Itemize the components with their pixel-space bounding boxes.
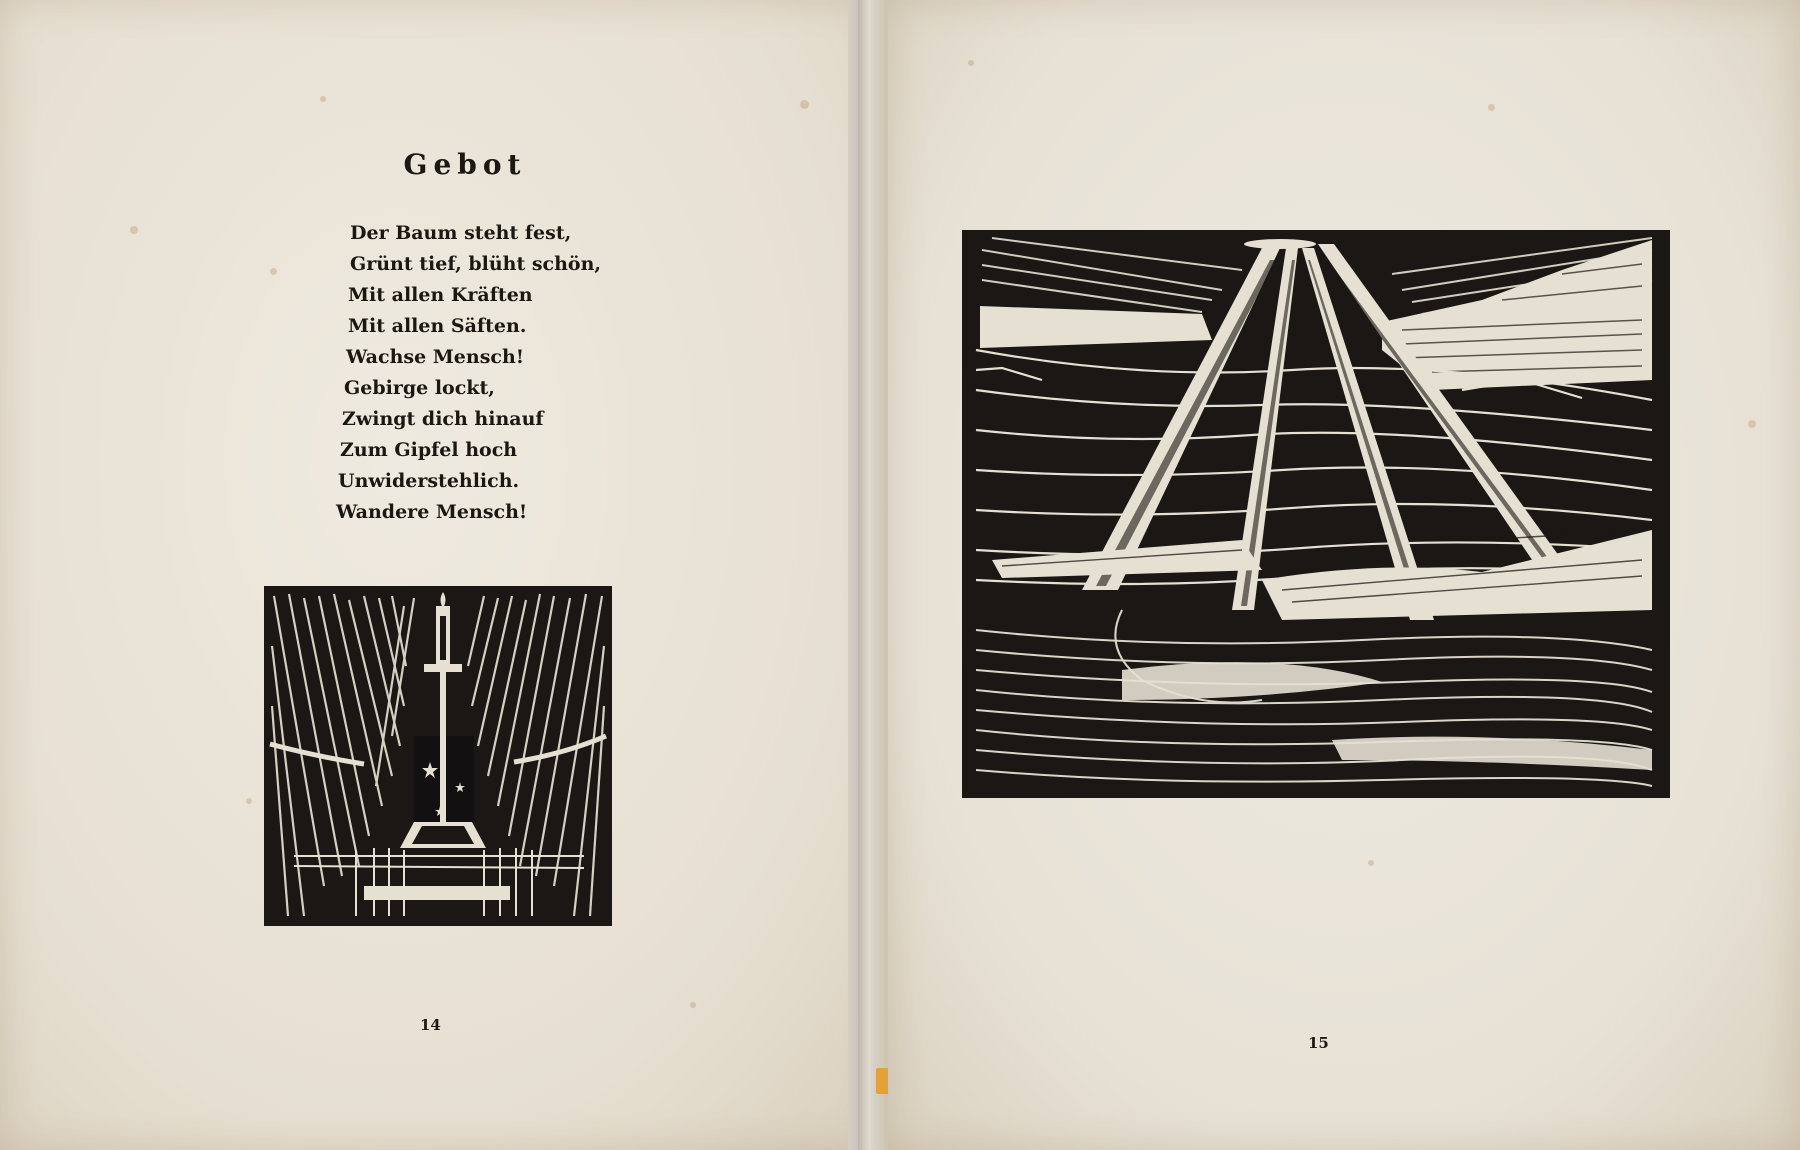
binding-edge (858, 0, 886, 1150)
page-number-left: 14 (420, 1016, 441, 1034)
poem-line: Zum Gipfel hoch (340, 439, 518, 461)
woodcut-window-candle-image (264, 586, 612, 926)
poem-line: Wandere Mensch! (336, 501, 528, 523)
woodcut-window-candle (264, 586, 612, 926)
foxing-spot (130, 226, 138, 234)
foxing-spot (1368, 860, 1374, 866)
poem-line: Mit allen Kräften (348, 284, 533, 306)
foxing-spot (1748, 420, 1756, 428)
poem-line: Wachse Mensch! (346, 346, 525, 368)
foxing-spot (1488, 104, 1495, 111)
poem-body (336, 218, 636, 528)
poem-line: Mit allen Säften. (348, 315, 527, 337)
foxing-spot (968, 60, 974, 66)
poem-line: Unwiderstehlich. (338, 470, 520, 492)
woodcut-mountain-sunrays-image (962, 230, 1670, 798)
foxing-spot (800, 100, 809, 109)
poem-line: Grünt tief, blüht schön, (350, 253, 602, 275)
poem-line: Zwingt dich hinauf (342, 408, 544, 430)
page-number-right: 15 (1308, 1034, 1329, 1052)
foxing-spot (270, 268, 277, 275)
foxing-spot (320, 96, 326, 102)
woodcut-mountain-sunrays (962, 230, 1670, 798)
foxing-spot (246, 798, 252, 804)
poem-title: Gebot (403, 148, 527, 181)
left-page (0, 0, 881, 1150)
foxing-spot (690, 1002, 696, 1008)
poem-line: Gebirge lockt, (344, 377, 495, 399)
poem-line: Der Baum steht fest, (350, 222, 572, 244)
